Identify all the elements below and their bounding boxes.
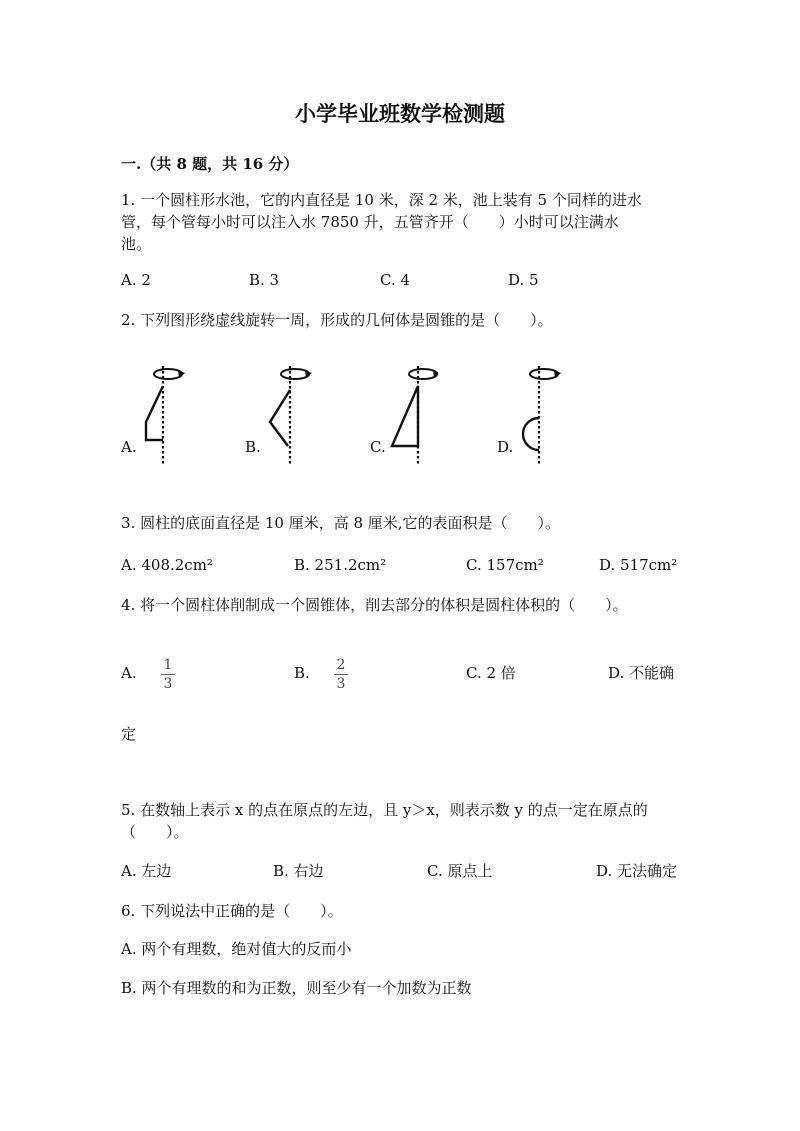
q1-option-d[interactable]: D. 5 <box>508 271 539 289</box>
q1-line-2: 管，每个管每小时可以注入水 7850 升，五管齐开（ ）小时可以注满水 <box>121 213 619 231</box>
q3-option-c[interactable]: C. 157cm² <box>466 556 544 574</box>
q6-option-a[interactable]: A. 两个有理数，绝对值大的反而小 <box>121 940 352 958</box>
q6-text: 6. 下列说法中正确的是（ ）。 <box>121 902 343 920</box>
q4-option-c[interactable]: C. 2 倍 <box>466 664 516 682</box>
q4-option-d-continued: 定 <box>121 725 137 743</box>
q1-option-b[interactable]: B. 3 <box>249 271 280 289</box>
q5-option-d[interactable]: D. 无法确定 <box>596 862 678 880</box>
q5-line-2: （ ）。 <box>121 823 189 841</box>
q5-option-b[interactable]: B. 右边 <box>273 862 324 880</box>
page-title: 小学毕业班数学检测题 <box>295 101 505 126</box>
q2-text: 2. 下列图形绕虚线旋转一周，形成的几何体是圆锥的是（ ）。 <box>121 311 553 329</box>
q2-option-a[interactable]: A. <box>121 438 137 456</box>
q2-option-c[interactable]: C. <box>370 438 386 456</box>
fraction-bar <box>161 674 175 675</box>
figure-d-semicircle-rotation <box>512 364 562 468</box>
q5-option-c[interactable]: C. 原点上 <box>427 862 493 880</box>
q4-option-b[interactable]: B. <box>294 664 310 682</box>
q3-option-a[interactable]: A. 408.2cm² <box>121 556 213 574</box>
figure-b-triangle-rotation <box>262 364 312 468</box>
figure-c-right-triangle-rotation <box>388 364 438 468</box>
q3-option-d[interactable]: D. 517cm² <box>599 556 678 574</box>
q6-option-b[interactable]: B. 两个有理数的和为正数，则至少有一个加数为正数 <box>121 979 472 997</box>
fraction-a-denominator: 3 <box>163 676 173 692</box>
q1-option-a[interactable]: A. 2 <box>121 271 151 289</box>
q1-line-1: 1. 一个圆柱形水池，它的内直径是 10 米，深 2 米，池上装有 5 个同样的进水 <box>121 191 642 209</box>
q1-line-3: 池。 <box>121 235 152 253</box>
q4-option-d[interactable]: D. 不能确 <box>608 664 675 682</box>
q3-text: 3. 圆柱的底面直径是 10 厘米，高 8 厘米,它的表面积是（ ）。 <box>121 514 561 532</box>
q4-text: 4. 将一个圆柱体削制成一个圆锥体，削去部分的体积是圆柱体积的（ ）。 <box>121 596 628 614</box>
q4-fraction-a <box>161 657 175 692</box>
q4-option-a[interactable]: A. <box>121 664 137 682</box>
fraction-bar <box>334 674 348 675</box>
q5-option-a[interactable]: A. 左边 <box>121 862 172 880</box>
q3-option-b[interactable]: B. 251.2cm² <box>294 556 387 574</box>
fraction-b-numerator: 2 <box>336 657 346 673</box>
q4-fraction-b <box>334 657 348 692</box>
fraction-a-numerator: 1 <box>163 657 173 673</box>
q2-option-b[interactable]: B. <box>245 438 261 456</box>
q2-option-d[interactable]: D. <box>497 438 514 456</box>
q1-option-c[interactable]: C. 4 <box>380 271 411 289</box>
figure-a-trapezoid-rotation <box>138 364 188 468</box>
q5-line-1: 5. 在数轴上表示 x 的点在原点的左边，且 y＞x，则表示数 y 的点一定在原点的 <box>121 801 648 819</box>
section-heading: 一.（共 8 题，共 16 分） <box>121 155 299 173</box>
fraction-b-denominator: 3 <box>336 676 346 692</box>
